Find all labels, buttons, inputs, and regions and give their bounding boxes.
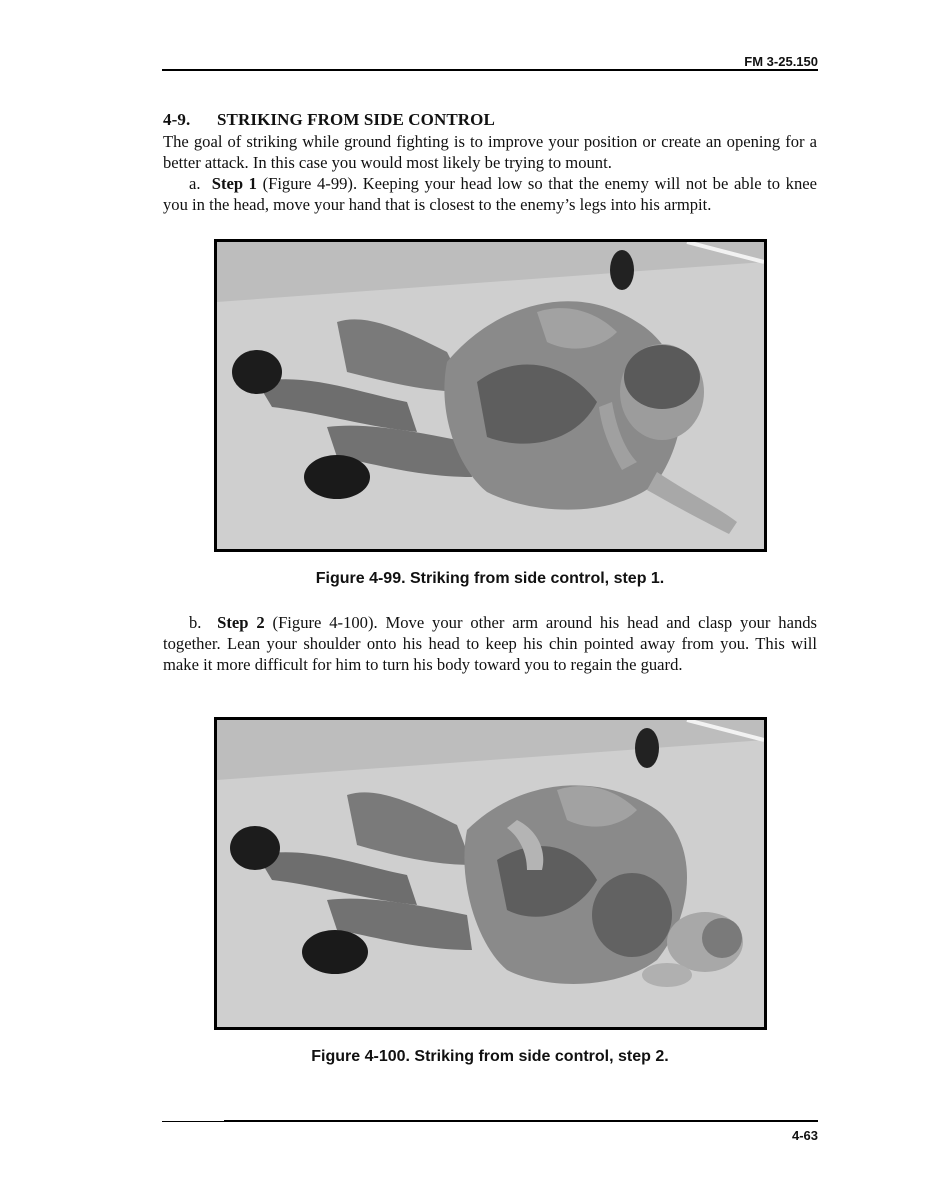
- figure-4-100-caption: Figure 4-100. Striking from side control, step 2.: [311, 1048, 669, 1065]
- running-header-doc-id: FM 3-25.150: [744, 54, 818, 69]
- step-2-text: (Figure 4-100). Move your other arm around his head and clasp your hands together. Lean your shoulder onto his head to keep his chin pointed away from you. This will make it more difficult for him to turn his body toward you to regain the guard.: [163, 613, 818, 674]
- intro-paragraph: The goal of striking while ground fighting is to improve your position or create an opening for a better attack. In this case you would most likely be trying to mount.: [163, 132, 817, 172]
- figure-4-99-caption: Figure 4-99. Striking from side control, step 1.: [315, 570, 665, 587]
- step-2-paragraph: [163, 612, 817, 675]
- page-number: 4-63: [791, 1128, 818, 1143]
- step-1-label: Step 1: [211, 174, 257, 193]
- step-1-prefix: a.: [189, 174, 201, 193]
- figure-4-100-photo: [214, 717, 767, 1030]
- footer-rule-short: [162, 1121, 224, 1122]
- step-2-prefix: b.: [189, 613, 202, 632]
- section-heading: [163, 110, 495, 130]
- section-title: STRIKING FROM SIDE CONTROL: [217, 110, 495, 129]
- footer-rule: [224, 1120, 818, 1122]
- header-rule: [162, 69, 818, 71]
- section-number: 4-9.: [163, 110, 191, 129]
- step-1-text: (Figure 4-99). Keeping your head low so that the enemy will not be able to knee you in the head, move your hand that is closest to the enemy’s legs into his armpit.: [163, 174, 818, 214]
- step-1-paragraph: [163, 173, 817, 215]
- step-2-label: Step 2: [217, 613, 265, 632]
- figure-4-99-photo: [214, 239, 767, 552]
